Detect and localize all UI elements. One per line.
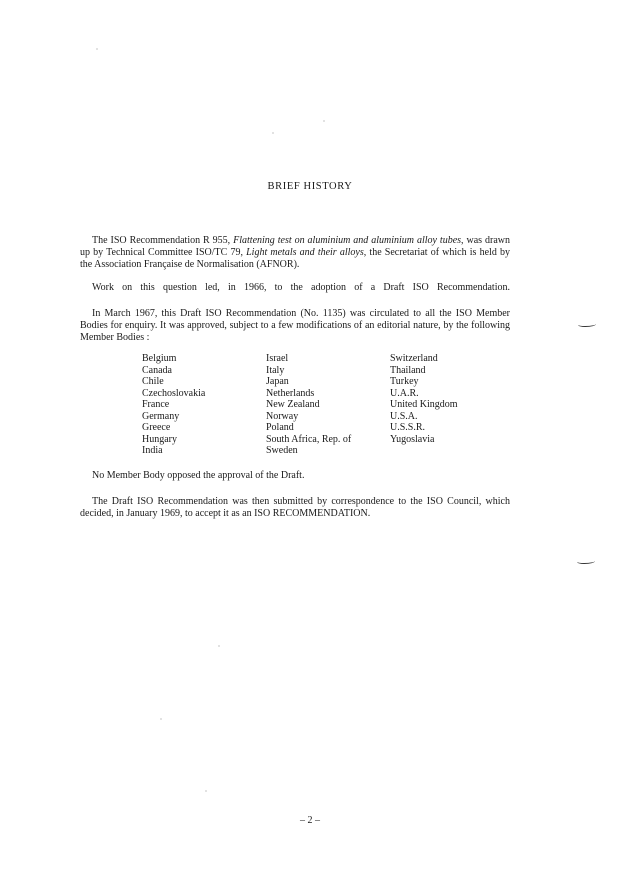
margin-mark	[578, 322, 596, 327]
member-body: Israel	[266, 353, 289, 364]
scan-speck	[160, 718, 162, 720]
member-body: United Kingdom	[390, 399, 458, 410]
member-body: Greece	[142, 422, 171, 433]
member-column-3	[390, 353, 502, 457]
history-paragraph-1	[80, 235, 510, 271]
member-body: Canada	[142, 364, 172, 376]
member-body: Hungary	[142, 433, 177, 445]
history-paragraph-3: In March 1967, this Draft ISO Recommendation (No. 1135) was circulated to all the ISO Member Bodies for enquiry. It was approved, subject to a few modifications of an editorial nature, by the following Member Bodies :	[80, 308, 510, 343]
member-body: Norway	[266, 410, 299, 422]
member-body: U.S.S.R.	[390, 422, 426, 433]
member-body: Thailand	[390, 364, 426, 376]
member-body: U.S.A.	[390, 410, 418, 422]
para1-text-1: The ISO Recommendation R 955,	[92, 235, 234, 246]
history-paragraph-2: Work on this question led, in 1966, to the adoption of a Draft ISO Recommendation.	[92, 282, 510, 293]
member-body: Chile	[142, 376, 164, 387]
page-title: BRIEF HISTORY	[267, 181, 353, 192]
para1-text-3: , the Secretariat of which is held by the Association Française de Normalisation (AFNOR).	[80, 247, 510, 270]
member-body: Japan	[266, 376, 289, 387]
member-bodies-list	[142, 353, 502, 457]
member-column-2	[266, 353, 390, 457]
member-body: Netherlands	[266, 387, 315, 399]
member-body: France	[142, 399, 170, 410]
member-body: Germany	[142, 410, 180, 422]
page-number: – 2 –	[300, 815, 320, 826]
member-column-1	[142, 353, 266, 457]
committee-title: Light metals and their alloys	[246, 247, 364, 258]
history-paragraph-5: The Draft ISO Recommendation was then submitted by correspondence to the ISO Council, which decided, in January 1969, to accept it as an ISO RECOMMENDATION.	[80, 496, 510, 519]
member-body: U.A.R.	[390, 387, 419, 399]
member-body: India	[142, 445, 163, 456]
para1-text-2: , was drawn up by Technical Committee ISO/TC 79,	[80, 235, 510, 258]
member-body: South Africa, Rep. of	[266, 433, 352, 445]
member-body: Belgium	[142, 353, 177, 364]
recommendation-title: Flattening test on aluminium and aluminium alloy tubes	[233, 235, 462, 246]
scan-speck	[272, 132, 274, 134]
scan-speck	[205, 790, 207, 792]
history-paragraph-4: No Member Body opposed the approval of the Draft.	[92, 470, 305, 481]
member-body: Poland	[266, 422, 294, 433]
member-body: Turkey	[390, 376, 419, 387]
member-body: Sweden	[266, 445, 298, 456]
member-body: Czechoslovakia	[142, 387, 206, 399]
member-body: Italy	[266, 364, 285, 376]
member-body: Switzerland	[390, 353, 438, 364]
member-body: New Zealand	[266, 399, 320, 410]
scan-speck	[218, 645, 220, 647]
scan-speck	[96, 48, 98, 50]
margin-mark	[577, 559, 595, 564]
member-body: Yugoslavia	[390, 433, 435, 445]
scan-speck	[323, 120, 325, 122]
